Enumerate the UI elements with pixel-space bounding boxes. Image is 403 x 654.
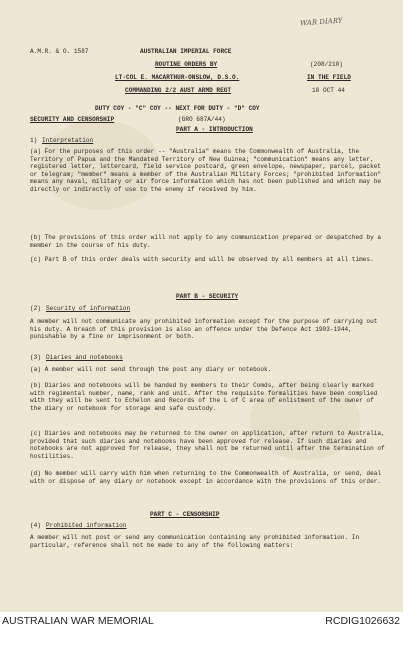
officer-name: LT-COL E. MACARTHUR-ONSLOW, D.S.O. (115, 74, 240, 81)
organisation-title: AUSTRALIAN IMPERIAL FORCE (140, 48, 232, 55)
paragraph-number: (3) (30, 354, 41, 361)
routine-orders-title: ROUTINE ORDERS BY (155, 61, 218, 68)
paragraph-title: Interpretation (42, 137, 94, 144)
paragraph-text: (c) Part B of this order deals with security and will be observed by all members at all times. (30, 256, 374, 263)
part-heading: PART B - SECURITY (176, 293, 239, 300)
archive-footer (0, 612, 403, 654)
paragraph-title: Prohibited information (46, 522, 127, 529)
paragraph-number: (2) (30, 305, 41, 312)
paragraph-title: Security of information (46, 305, 131, 312)
reference-number: A.M.R. & O. 1587 (30, 48, 89, 55)
paragraph-text: A member will not post or send any communication containing any prohibited information. In particular, reference shall not be made to any of the following matters: (30, 534, 360, 549)
paragraph-text: A member will not communicate any prohibited information except for the purpose of carrying out his duty. A breach of this provision is also an offence under the Defence Act 1903-1944, punishable by a fine or imprisonment or both. (30, 318, 378, 341)
paragraph-text: (a) For the purposes of this order -- "Australia" means the Commonwealth of Australia, the Territory of Papua and the Mandated Territory of New Guinea; "communication" means any letter, registered letter, lettercard, field service postcard, green envelope, newspaper, parcel, packet or telegram; "member" means a member of the Australian Military Forces; "prohibited information" means any naval, military or air force information which has not been published and which may be directly or indirectly of use to the enemy if received by him. (30, 148, 382, 193)
part-heading: PART A - INTRODUCTION (176, 126, 253, 133)
handwritten-annotation: WAR DIARY (299, 16, 343, 28)
paragraph-text: (b) Diaries and notebooks will be handed by members to their Comds, after being clearly marked with regimental number, name, rank and unit. After the requisite formalities have been complied with they will be sent to Echelon and Records of the L of C area of enlistment of the owner of the diary or notebook for storage and safe custody. (30, 382, 378, 412)
section-reference: (GRO 687A/44) (178, 116, 226, 123)
order-date: 18 OCT 44 (312, 87, 345, 94)
paragraph-number: (4) (30, 522, 41, 529)
paragraph-text: (a) A member will not send through the post any diary or notebook. (30, 366, 272, 373)
paragraph-text: (b) The provisions of this order will not apply to any communication prepared or despatched by a member in the course of his duty. (30, 234, 382, 249)
part-heading: PART C - CENSORSHIP (150, 511, 220, 518)
paragraph-text: (d) No member will carry with him when returning to the Commonwealth of Australia, or send, deal with or dispose of any diary or notebook except in accordance with the provisions of this order. (30, 470, 382, 485)
order-number: (208/210) (310, 61, 343, 68)
archive-name: AUSTRALIAN WAR MEMORIAL (2, 615, 154, 627)
section-heading: SECURITY AND CENSORSHIP (30, 116, 115, 123)
paragraph-title: Diaries and notebooks (46, 354, 123, 361)
paragraph-text: (c) Diaries and notebooks may be returned to the owner on application, after return to Australia, provided that such diaries and notebooks have been approved for release. If such diaries and notebooks are not approved for release, they shall not be returned until after the termination of hostilities. (30, 430, 385, 460)
archive-identifier: RCDIG1026632 (325, 615, 400, 627)
duty-roster: DUTY COY - "C" COY -- NEXT FOR DUTY - "D" COY (95, 105, 260, 112)
commanding-line: COMMANDING 2/2 AUST ARMD REGT (125, 87, 232, 94)
location: IN THE FIELD (307, 74, 351, 81)
paragraph-number: 1) (30, 137, 38, 144)
